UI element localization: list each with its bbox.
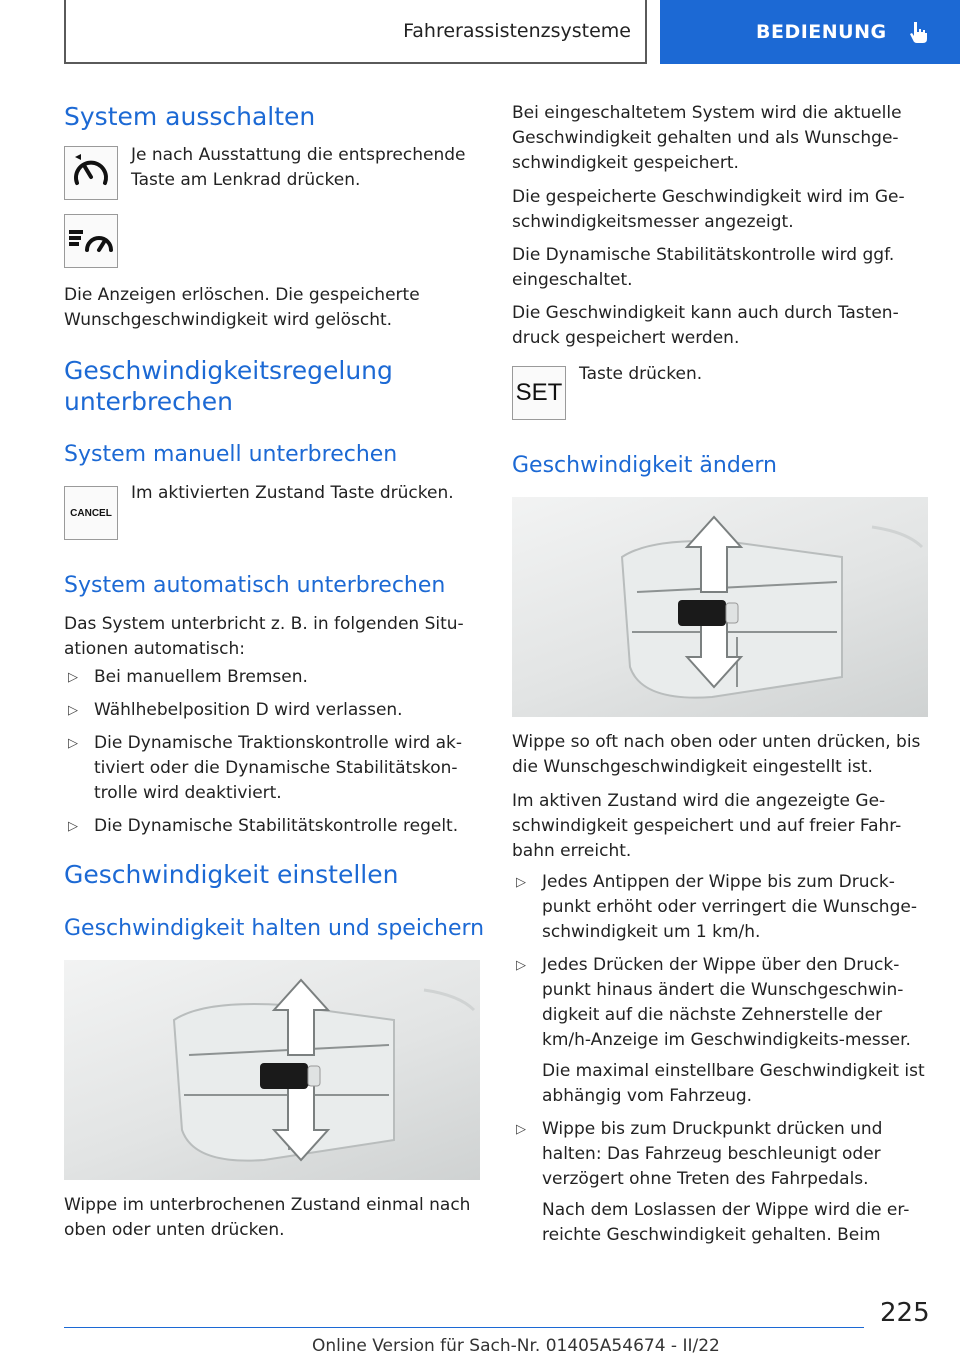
set-button-icon: SET [515,379,563,406]
heading-halten: Geschwindigkeit halten und speichern [64,916,485,941]
list-aendern [512,870,928,1256]
list-automatisch [64,665,484,847]
paragraph-right-4: Die Geschwindigkeit kann auch durch Tasten-druck gespeichert werden. [512,303,899,348]
list-item: ▷ Bei manuellem Bremsen. [64,665,484,690]
set-button [512,366,566,420]
bullet-triangle-icon: ▷ [68,670,78,685]
header-section-tab [64,0,647,64]
paragraph-taste: Taste drücken. [579,364,703,384]
list-item: ▷ Jedes Drücken der Wippe über den Druck-punkt hinaus ändert die Wunschgeschwin-digkeit auf die nächste Zehnerstelle der km/h-Anzeige im Geschwindigkeits-messer. Die maximal einstellbare Geschwindigkeit ist abhängig vom Fahrzeug. [516,955,925,1106]
cancel-button-icon: CANCEL [70,507,112,519]
speed-limiter-icon [69,153,113,193]
cruise-control-button [64,214,118,268]
paragraph-anzeigen: Die Anzeigen erlöschen. Die gespeicherte Wunschgeschwindigkeit wird gelöscht. [64,285,420,330]
heading-system-ausschalten: System ausschalten [64,102,316,131]
heading-unterbrechen-line2: unterbrechen [64,387,233,416]
speed-limiter-button [64,146,118,200]
bullet-triangle-icon: ▷ [516,958,526,973]
list-item: ▷ Die Dynamische Stabilitätskontrolle regelt. [64,814,484,839]
bullet-triangle-icon: ▷ [68,736,78,751]
paragraph-wippe: Wippe im unterbrochenen Zustand einmal nach oben oder unten drücken. [64,1195,471,1240]
header-chapter-title: BEDIENUNG [756,21,887,43]
paragraph-right-1: Bei eingeschaltetem System wird die aktuelle Geschwindigkeit gehalten und als Wunschge-schwindigkeit gespeichert. [512,103,902,173]
header-chapter-tab [660,0,960,64]
header-section-title: Fahrerassistenzsysteme [403,20,631,42]
list-item: ▷ Jedes Antippen der Wippe bis zum Druck-punkt erhöht oder verringert die Wunschge-schwindigkeit um 1 km/h. [516,872,917,942]
footer-divider [64,1327,864,1328]
paragraph-right-6: Im aktiven Zustand wird die angezeigte Ge-schwindigkeit gespeichert und auf freier Fahr-bahn erreicht. [512,791,902,861]
list-item: ▷ Die Dynamische Traktionskontrolle wird ak-tiviert oder die Dynamische Stabilitätskon-trolle wird deaktiviert. [68,733,463,803]
bullet-triangle-icon: ▷ [516,1122,526,1137]
heading-unterbrechen-line1: Geschwindigkeitsregelung [64,356,393,385]
steering-wheel-rocker-photo-left [64,960,480,1180]
cruise-control-icon [67,224,115,258]
list-item: ▷ Wählhebelposition D wird verlassen. [64,698,484,723]
bullet-triangle-icon: ▷ [68,819,78,834]
heading-unterbrechen [64,355,393,417]
paragraph-right-3: Die Dynamische Stabilitätskontrolle wird ggf. eingeschaltet. [512,245,895,290]
steering-wheel-rocker-photo-right [512,497,928,717]
paragraph-automatisch: Das System unterbricht z. B. in folgenden Situ-ationen automatisch: [64,614,464,659]
pointing-hand-icon [905,19,931,45]
list-item: ▷ Wippe bis zum Druckpunkt drücken und halten: Das Fahrzeug beschleunigt oder verzögert ohne Treten des Fahrpedals. Nach dem Loslassen der Wippe wird die er-reichte Geschwindigkeit gehalten. Beim [516,1119,910,1245]
heading-automatisch: System automatisch unterbrechen [64,573,446,598]
page-number: 225 [880,1298,930,1328]
footer-text: Online Version für Sach-Nr. 01405A54674 - II/22 [312,1336,720,1356]
bullet-triangle-icon: ▷ [516,875,526,890]
bullet-triangle-icon: ▷ [68,703,78,718]
paragraph-right-2: Die gespeicherte Geschwindigkeit wird im Ge-schwindigkeitsmesser angezeigt. [512,187,905,232]
cancel-button [64,486,118,540]
heading-einstellen: Geschwindigkeit einstellen [64,860,399,889]
heading-aendern: Geschwindigkeit ändern [512,453,777,478]
paragraph-manuell: Im aktivierten Zustand Taste drücken. [131,483,454,503]
paragraph-ausschalten: Je nach Ausstattung die entsprechende Taste am Lenkrad drücken. [131,145,466,190]
heading-manuell: System manuell unterbrechen [64,442,398,467]
paragraph-right-5: Wippe so oft nach oben oder unten drücken, bis die Wunschgeschwindigkeit eingestellt ist. [512,732,921,777]
